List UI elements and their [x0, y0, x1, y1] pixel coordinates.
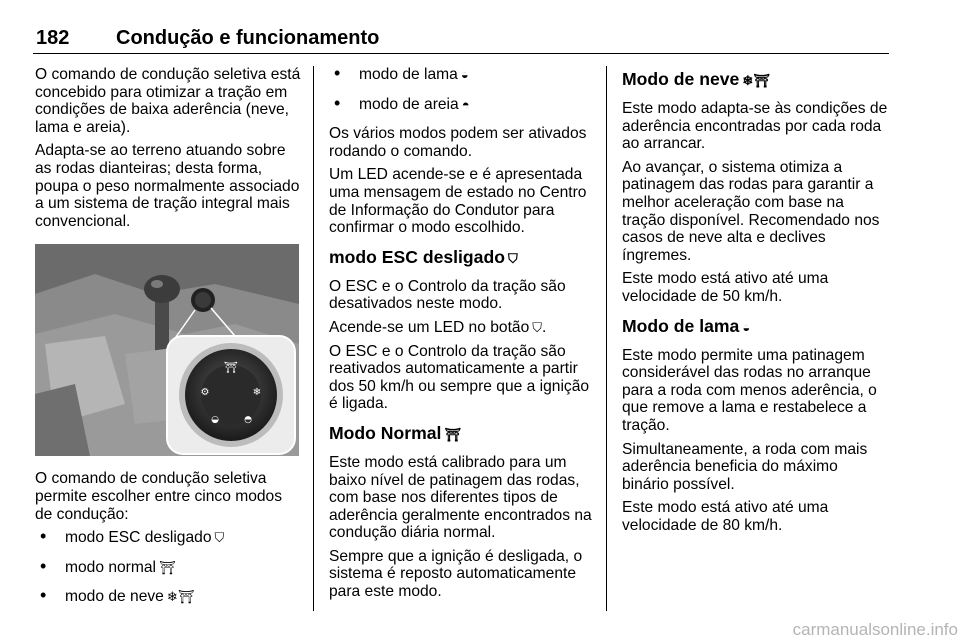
esc-off-icon: ⛉ [214, 530, 225, 546]
normal-paragraph: Este modo está calibrado para um baixo nível de patinagem das rodas, com base nos diferentes tipos de aderência geralmente encontrados na condução diária normal. [329, 453, 592, 542]
adapt-paragraph: Adapta-se ao terreno atuando sobre as rodas dianteiras; desta forma, poupa o peso normalmente associado a um sistema de tração integral mais convencional. [35, 142, 300, 230]
svg-text:❄: ❄ [252, 387, 262, 399]
mud-paragraph-3: Este modo está ativo até uma velocidade de 80 km/h. [622, 499, 829, 534]
section-heading-esc-off: modo ESC desligado ⛉ [329, 246, 518, 267]
list-item: • modo ESC desligado ⛉ [35, 529, 301, 547]
list-item: • modo normal ⛩ [35, 559, 301, 577]
page-number: 182 [36, 27, 70, 49]
reset-paragraph: Sempre que a ignição é desligada, o sistema é reposto automaticamente para este modo. [329, 547, 583, 601]
snow-paragraph-2: Ao avançar, o sistema otimiza a patinagem das rodas para garantir a melhor aceleração com base na tração disponível. Recomendado nos casos de neve alta e declives íngremes. [622, 158, 880, 264]
column-1 [35, 66, 301, 618]
modes-intro: O comando de condução seletiva permite escolher entre cinco modos de condução: [35, 470, 283, 523]
sand-mode-icon: ◓ [461, 96, 470, 112]
mud-mode-icon: ◒ [742, 319, 751, 335]
car-normal-icon: ⛩ [444, 426, 461, 442]
column-divider-1 [313, 66, 314, 611]
mud-mode-icon: ◒ [460, 67, 469, 82]
column-divider-2 [606, 66, 607, 611]
mud-paragraph-2: Simultaneamente, a roda com mais aderência beneficia do máximo binário possível. [622, 440, 868, 493]
snow-mode-icon: ❄⛩ [166, 589, 195, 605]
dial-photo [35, 244, 299, 456]
header-rule [33, 53, 889, 54]
list-item: • modo de areia ◓ [329, 96, 595, 114]
led-paragraph: Um LED acende-se e é apresentada uma mensagem de estado no Centro de Informação do Condutor para confirmar o modo escolhido. [329, 166, 587, 237]
svg-text:⛩: ⛩ [224, 361, 238, 375]
svg-text:◓: ◓ [244, 415, 252, 426]
rotate-paragraph: Os vários modos podem ser ativados rodando o comando. [329, 125, 587, 160]
svg-text:⚙: ⚙ [200, 387, 210, 399]
mode-list-1 [35, 529, 301, 606]
list-item: • modo de neve ❄⛩ [35, 588, 301, 606]
watermark: carmanualsonline.info [792, 620, 958, 639]
esc-off-paragraph: O ESC e o Controlo da tração são desativados neste modo. [329, 277, 566, 313]
section-heading-normal: Modo Normal ⛩ [329, 422, 461, 443]
car-normal-icon: ⛩ [159, 559, 176, 575]
page-title: Condução e funcionamento [116, 27, 380, 49]
esc-led-paragraph: Acende-se um LED no botão ⛉. [329, 318, 547, 336]
column-2 [329, 66, 595, 607]
svg-text:◒: ◒ [211, 415, 219, 426]
esc-reactivate-paragraph: O ESC e o Controlo da tração são reativados automaticamente a partir dos 50 km/h ou sempre que a ignição é ligada. [329, 342, 590, 413]
snow-paragraph-1: Este modo adapta-se às condições de aderência encontradas por cada roda ao arrancar. [622, 100, 888, 153]
snow-paragraph-3: Este modo está ativo até uma velocidade de 50 km/h. [622, 270, 829, 305]
list-item: • modo de lama ◒ [329, 66, 595, 84]
snow-mode-icon: ❄⛩ [742, 73, 770, 88]
column-3 [622, 66, 888, 540]
esc-off-icon: ⛉ [532, 319, 543, 335]
section-heading-mud: Modo de lama ◒ [622, 315, 751, 336]
mud-paragraph-1: Este modo permite uma patinagem considerável das rodas no arranque para a roda com menos aderência, o que remove a lama e restabelece a tração. [622, 346, 877, 434]
intro-paragraph: O comando de condução seletiva está concebido para otimizar a tração em condições de baixa aderência (neve, lama e areia). [35, 66, 301, 136]
section-heading-snow: Modo de neve ❄⛩ [622, 69, 770, 89]
mode-list-2 [329, 66, 595, 113]
esc-off-icon: ⛉ [507, 250, 518, 266]
dial-illustration [35, 244, 299, 456]
